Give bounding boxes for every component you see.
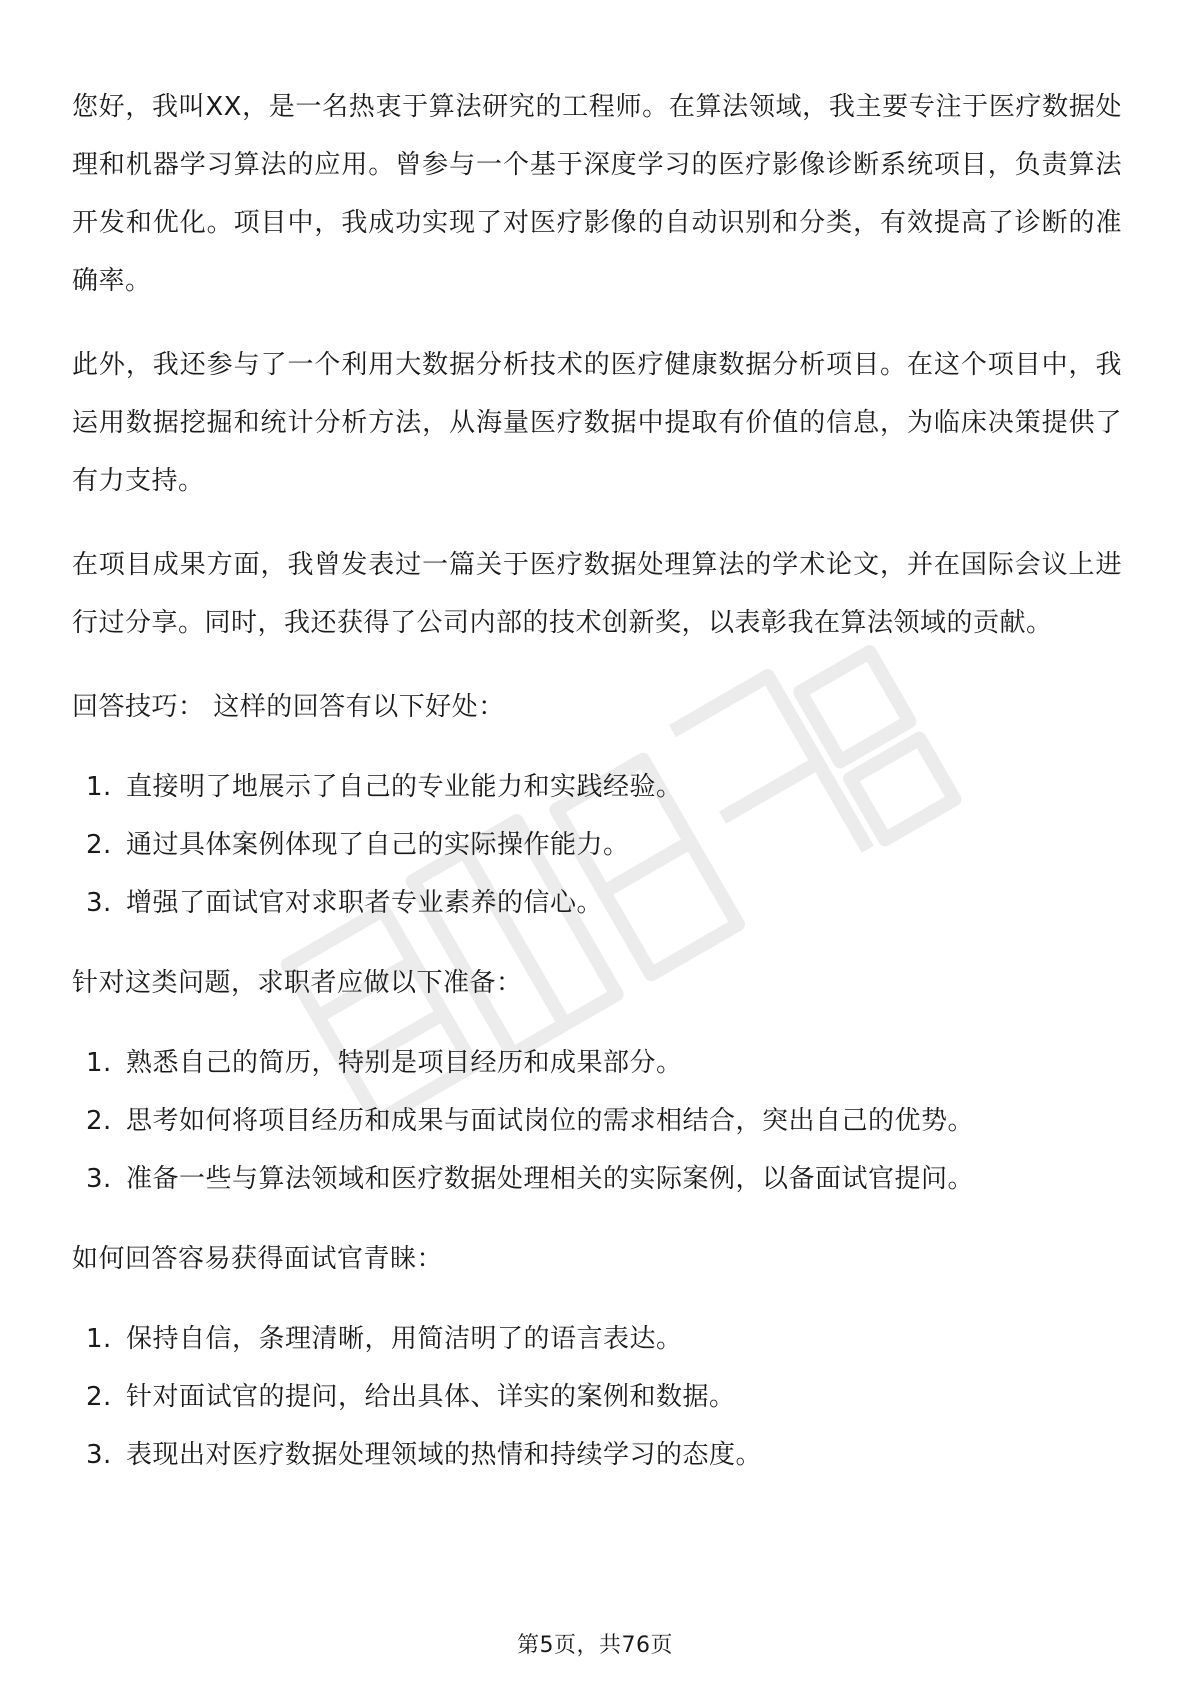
list-item-text: 直接明了地展示了自己的专业能力和实践经验。 (126, 772, 683, 802)
list-item (72, 1034, 1122, 1092)
list-item-text: 思考如何将项目经历和成果与面试岗位的需求相结合，突出自己的优势。 (126, 1106, 975, 1136)
list-item (72, 758, 1122, 816)
list-item (72, 1426, 1122, 1484)
tips-list (72, 758, 1122, 932)
list-item-text: 通过具体案例体现了自己的实际操作能力。 (126, 830, 630, 860)
list-number: 1. (86, 1048, 112, 1078)
list-number: 1. (86, 1324, 112, 1354)
list-item-text: 表现出对医疗数据处理领域的热情和持续学习的态度。 (126, 1440, 763, 1470)
list-item-text: 增强了面试官对求职者专业素养的信心。 (126, 888, 604, 918)
section-heading-preparation: 针对这类问题，求职者应做以下准备： (72, 968, 523, 998)
list-item (72, 1310, 1122, 1368)
list-item (72, 1368, 1122, 1426)
list-number: 1. (86, 772, 112, 802)
list-number: 2. (86, 1382, 112, 1412)
list-number: 2. (86, 830, 112, 860)
list-item (72, 874, 1122, 932)
document-body (72, 78, 1122, 1506)
list-item (72, 1092, 1122, 1150)
list-number: 3. (86, 1440, 112, 1470)
preparation-list (72, 1034, 1122, 1208)
list-item-text: 准备一些与算法领域和医疗数据处理相关的实际案例，以备面试官提问。 (126, 1164, 975, 1194)
list-item-text: 保持自信，条理清晰，用简洁明了的语言表达。 (126, 1324, 683, 1354)
list-number: 2. (86, 1106, 112, 1136)
list-item-text: 熟悉自己的简历，特别是项目经历和成果部分。 (126, 1048, 683, 1078)
list-item (72, 816, 1122, 874)
achievement-paragraph: 在项目成果方面，我曾发表过一篇关于医疗数据处理算法的学术论文，并在国际会议上进行过分享。同时，我还获得了公司内部的技术创新奖，以表彰我在算法领域的贡献。 (72, 550, 1122, 638)
favor-list (72, 1310, 1122, 1484)
section-heading-tips: 回答技巧： 这样的回答有以下好处： (72, 692, 505, 722)
section-heading-favor: 如何回答容易获得面试官青睐： (72, 1244, 444, 1274)
intro-paragraph: 您好，我叫XX，是一名热衷于算法研究的工程师。在算法领域，我主要专注于医疗数据处理和机器学习算法的应用。曾参与一个基于深度学习的医疗影像诊断系统项目，负责算法开发和优化。项目中，我成功实现了对医疗影像的自动识别和分类，有效提高了诊断的准确率。 (72, 92, 1122, 296)
list-number: 3. (86, 888, 112, 918)
page-number-footer: 第5页，共76页 (517, 1633, 673, 1658)
list-item (72, 1150, 1122, 1208)
project-paragraph: 此外，我还参与了一个利用大数据分析技术的医疗健康数据分析项目。在这个项目中，我运用数据挖掘和统计分析方法，从海量医疗数据中提取有价值的信息，为临床决策提供了有力支持。 (72, 350, 1122, 496)
list-number: 3. (86, 1164, 112, 1194)
list-item-text: 针对面试官的提问，给出具体、详实的案例和数据。 (126, 1382, 736, 1412)
